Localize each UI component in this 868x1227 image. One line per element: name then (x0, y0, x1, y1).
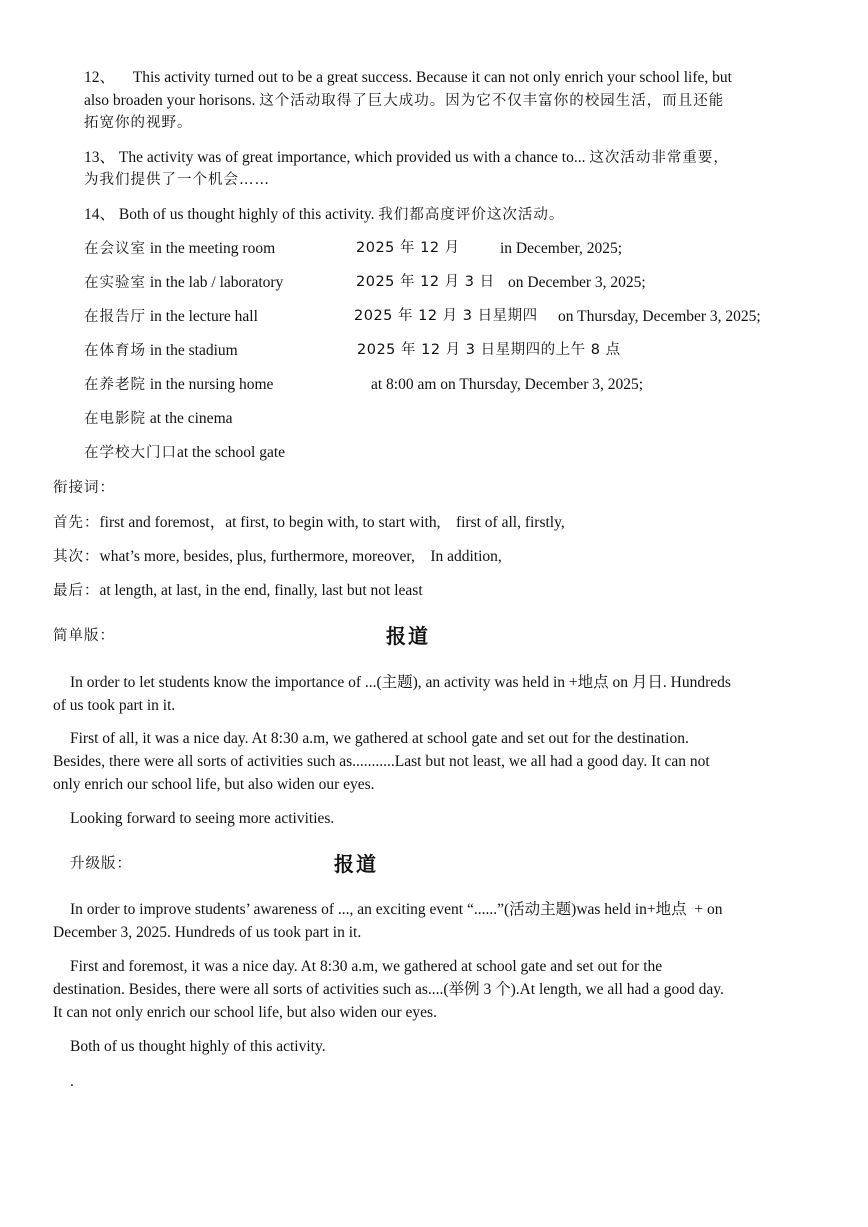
date-en: at 8:00 am on Thursday, December 3, 2025; (371, 376, 644, 393)
connectives-heading: 衔接词： (53, 480, 115, 496)
simple-version-label: 简单版： (53, 628, 115, 644)
sentence-12-line2 (84, 89, 724, 113)
place-en: in the lab / laboratory (149, 274, 284, 291)
connective-text: first and foremost，at first, to begin with, to start with, first of all, firstly, (99, 514, 565, 531)
sentence-zh: 这次活动非常重要， (589, 150, 729, 166)
connective-label: 最后： (53, 583, 100, 599)
sentence-zh: 这个活动取得了巨大成功。因为它不仅丰富你的校园生活，而且还能 (259, 93, 725, 109)
date-zh: 2025 年 12 月 3 日 (356, 274, 495, 290)
upgrade-paragraph-3: Both of us thought highly of this activity. (70, 1038, 326, 1055)
connective-row (53, 511, 565, 535)
place-en: in the lecture hall (149, 308, 258, 325)
connective-row (53, 579, 423, 603)
place-zh: 在实验室 (84, 275, 146, 291)
sentence-en: Both of us thought highly of this activity. (118, 206, 375, 223)
connective-label: 首先： (53, 515, 100, 531)
upgrade-paragraph-2-line3: It can not only enrich our school life, but also widen our eyes. (53, 1004, 437, 1021)
connective-text: at length, at last, in the end, finally, last but not least (99, 582, 423, 599)
place-zh: 在养老院 (84, 377, 146, 393)
date-zh: 2025 年 12 月 (356, 240, 460, 256)
date-en: in December, 2025; (500, 240, 623, 257)
place-item (84, 373, 273, 397)
simple-paragraph-3: Looking forward to seeing more activities. (70, 810, 335, 827)
sentence-en: also broaden your horisons. (84, 92, 256, 109)
sentence-12-line1 (84, 66, 732, 89)
date-en: on December 3, 2025; (508, 274, 646, 291)
upgrade-paragraph-1-line1: In order to improve students’ awareness of ..., an exciting event “......”(活动主题)was held in+地点 + on (70, 901, 723, 918)
simple-paragraph-1-line1: In order to let students know the importance of ...(主题), an activity was held in +地点 on 月日. Hundreds (70, 674, 731, 691)
sentence-number: 14、 (84, 206, 116, 223)
place-item (84, 271, 283, 295)
place-zh: 在体育场 (84, 343, 146, 359)
place-item (84, 441, 285, 465)
place-en: at the school gate (177, 444, 286, 461)
place-item (84, 339, 238, 363)
place-en: in the meeting room (149, 240, 276, 257)
date-en: on Thursday, December 3, 2025; (558, 308, 761, 325)
place-item (84, 305, 258, 329)
upgrade-paragraph-2-line1: First and foremost, it was a nice day. At 8:30 a.m, we gathered at school gate and set out for the (70, 958, 663, 975)
simple-paragraph-1-line2: of us took part in it. (53, 697, 176, 714)
place-en: in the stadium (149, 342, 238, 359)
simple-paragraph-2-line1: First of all, it was a nice day. At 8:30 a.m, we gathered at school gate and set out for the destination. (70, 730, 689, 747)
sentence-number: 13、 (84, 149, 116, 166)
place-zh: 在报告厅 (84, 309, 146, 325)
simple-version-title: 报道 (386, 624, 430, 648)
date-zh: 2025 年 12 月 3 日星期四 (354, 308, 538, 324)
simple-paragraph-2-line3: only enrich our school life, but also widen our eyes. (53, 776, 375, 793)
sentence-en: This activity turned out to be a great success. Because it can not only enrich your school life, but (132, 69, 732, 86)
date-zh: 2025 年 12 月 3 日星期四的上午 8 点 (357, 342, 621, 358)
place-zh: 在会议室 (84, 241, 146, 257)
place-item (84, 407, 233, 431)
upgrade-version-label: 升级版： (70, 856, 132, 872)
upgrade-paragraph-2-line2: destination. Besides, there were all sorts of activities such as....(举例 3 个).At length, we all had a good day. (53, 981, 724, 998)
place-item (84, 237, 275, 261)
upgrade-version-title: 报道 (334, 852, 378, 876)
trailing-dot: . (70, 1073, 74, 1090)
sentence-13-line1 (84, 146, 729, 170)
sentence-14-line1 (84, 203, 564, 227)
simple-paragraph-2-line2: Besides, there were all sorts of activities such as...........Last but not least, we all had a good day. It can not (53, 753, 710, 770)
place-en: in the nursing home (149, 376, 274, 393)
sentence-zh: 我们都高度评价这次活动。 (378, 207, 565, 223)
sentence-number: 12、 (84, 69, 116, 86)
upgrade-paragraph-1-line2: December 3, 2025. Hundreds of us took part in it. (53, 924, 362, 941)
place-en: at the cinema (149, 410, 233, 427)
connective-row (53, 545, 502, 569)
place-zh: 在电影院 (84, 411, 146, 427)
connective-text: what’s more, besides, plus, furthermore, moreover, In addition, (99, 548, 502, 565)
sentence-12-line3: 拓宽你的视野。 (84, 115, 193, 131)
connective-label: 其次： (53, 549, 100, 565)
place-zh: 在学校大门口 (84, 445, 177, 461)
sentence-13-line2: 为我们提供了一个机会…… (84, 172, 270, 188)
sentence-en: The activity was of great importance, which provided us with a chance to... (118, 149, 586, 166)
